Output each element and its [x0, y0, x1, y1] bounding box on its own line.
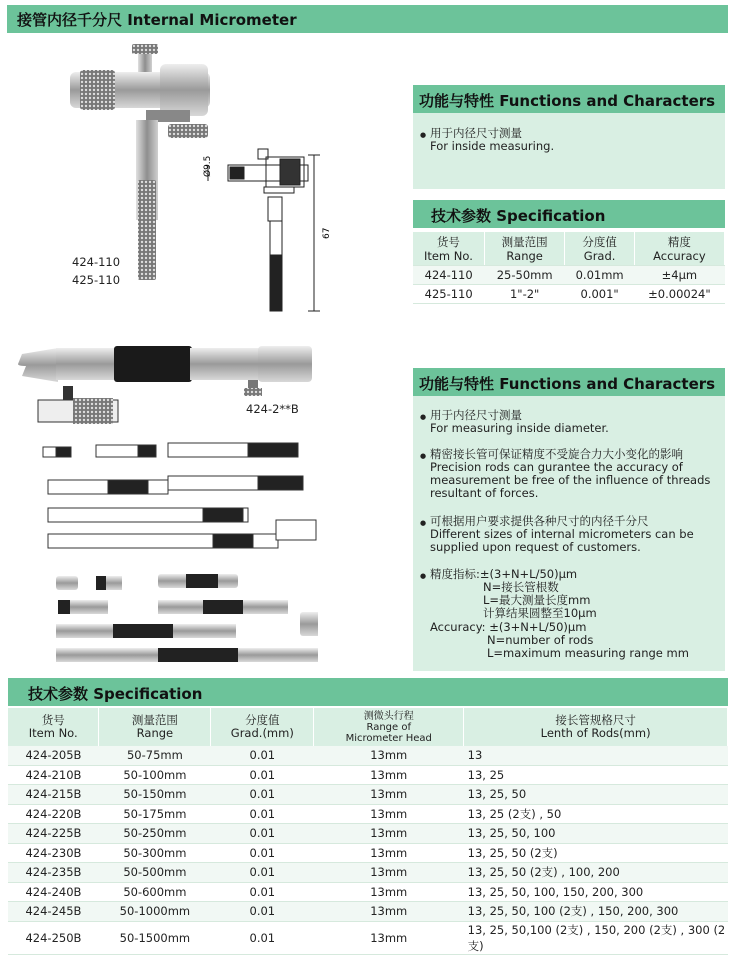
feature-en: For measuring inside diameter.: [430, 421, 609, 435]
dimension-label: 67: [322, 227, 332, 239]
model-label: 424-110: [72, 255, 121, 269]
feature-zh: ● 用于内径尺寸测量: [430, 127, 522, 141]
features-panel-2: [413, 368, 725, 671]
feature-en: supplied upon request of customers.: [430, 540, 641, 554]
spec-table-2: [8, 708, 728, 955]
spec-panel-header-1: [413, 200, 725, 228]
spec-title: 技术参数 Specification: [431, 207, 606, 225]
column-header: 接长管规格尺寸 Lenth of Rods(mm): [464, 708, 728, 746]
table-row: 424-235B 50-500mm 0.01 13mm 13, 25, 50 (2支) , 100, 200: [8, 863, 728, 883]
table-row: 424-215B 50-150mm 0.01 13mm 13, 25, 50: [8, 785, 728, 805]
accuracy-zh-line: 计算结果圆整至10μm: [483, 606, 597, 620]
features-panel-header: [413, 85, 725, 113]
accuracy-zh-line: N=接长管根数: [483, 580, 559, 594]
feature-en: resultant of forces.: [430, 486, 539, 500]
accuracy-en-line: N=number of rods: [487, 633, 594, 647]
spec-title: 技术参数 Specification: [28, 685, 203, 703]
column-header: 测量范围 Range: [99, 708, 211, 746]
table-row: 424-210B 50-100mm 0.01 13mm 13, 25: [8, 765, 728, 785]
column-header: 货号 Item No.: [8, 708, 99, 746]
feature-zh: ● 用于内径尺寸测量: [430, 409, 522, 423]
column-header: 分度值 Grad.(mm): [211, 708, 314, 746]
accuracy-en-label: Accuracy: ±(3+N+L/50)μm: [430, 620, 587, 634]
table-row: 424-240B 50-600mm 0.01 13mm 13, 25, 50, 100, 150, 200, 300: [8, 882, 728, 902]
column-header: 精度 Accuracy: [634, 232, 724, 266]
table-row: 424-205B 50-75mm 0.01 13mm 13: [8, 746, 728, 765]
page-header: [7, 5, 728, 33]
feature-en: measurement be free of the influence of threads: [430, 473, 711, 487]
table-row: 425-110 1"-2" 0.001" ±0.00024": [413, 285, 725, 304]
feature-en: Precision rods can gurantee the accuracy of: [430, 460, 683, 474]
feature-en: Different sizes of internal micrometers can be: [430, 527, 694, 541]
technical-drawing-424-110: [190, 145, 340, 315]
table-row: 424-225B 50-250mm 0.01 13mm 13, 25, 50, 100: [8, 824, 728, 844]
feature-en: For inside measuring.: [430, 139, 555, 153]
features-panel-header: [413, 368, 725, 396]
column-header: 分度值 Grad.: [565, 232, 634, 266]
table-row: 424-230B 50-300mm 0.01 13mm 13, 25, 50 (2支): [8, 843, 728, 863]
table-header-row: [8, 708, 728, 746]
table-row: 424-220B 50-175mm 0.01 13mm 13, 25 (2支) , 50: [8, 804, 728, 824]
table-header-row: [413, 232, 725, 266]
features-panel-1: [413, 85, 725, 189]
product-photo-424-2xxB: [18, 342, 318, 672]
spec-table-1: [413, 232, 725, 304]
accuracy-zh-line: L=最大测量长度mm: [483, 593, 591, 607]
model-label: 424-2**B: [246, 402, 299, 416]
accuracy-en-line: L=maximum measuring range mm: [487, 646, 689, 660]
table-row: 424-250B 50-1500mm 0.01 13mm 13, 25, 50,100 (2支) , 150, 200 (2支) , 300 (2支): [8, 921, 728, 954]
feature-zh: ● 可根据用户要求提供各种尺寸的内径千分尺: [430, 515, 649, 529]
dimension-label: Ø9.5: [203, 155, 213, 177]
column-header: 测量范围 Range: [484, 232, 565, 266]
feature-zh: ● 精密接长管可保证精度不受旋合力大小变化的影响: [430, 448, 683, 462]
column-header: 测微头行程 Range of Micrometer Head: [314, 708, 464, 746]
features-title: 功能与特性 Functions and Characters: [419, 375, 716, 393]
table-row: 424-245B 50-1000mm 0.01 13mm 13, 25, 50, 100 (2支) , 150, 200, 300: [8, 902, 728, 922]
features-title: 功能与特性 Functions and Characters: [419, 92, 716, 110]
accuracy-zh-label: ● 精度指标:±(3+N+L/50)μm: [430, 568, 577, 582]
column-header: 货号 Item No.: [413, 232, 484, 266]
spec-panel-header-2: [8, 678, 728, 706]
table-row: 424-110 25-50mm 0.01mm ±4μm: [413, 266, 725, 285]
page-title: 接管内径千分尺 Internal Micrometer: [17, 11, 297, 29]
model-label: 425-110: [72, 273, 121, 287]
